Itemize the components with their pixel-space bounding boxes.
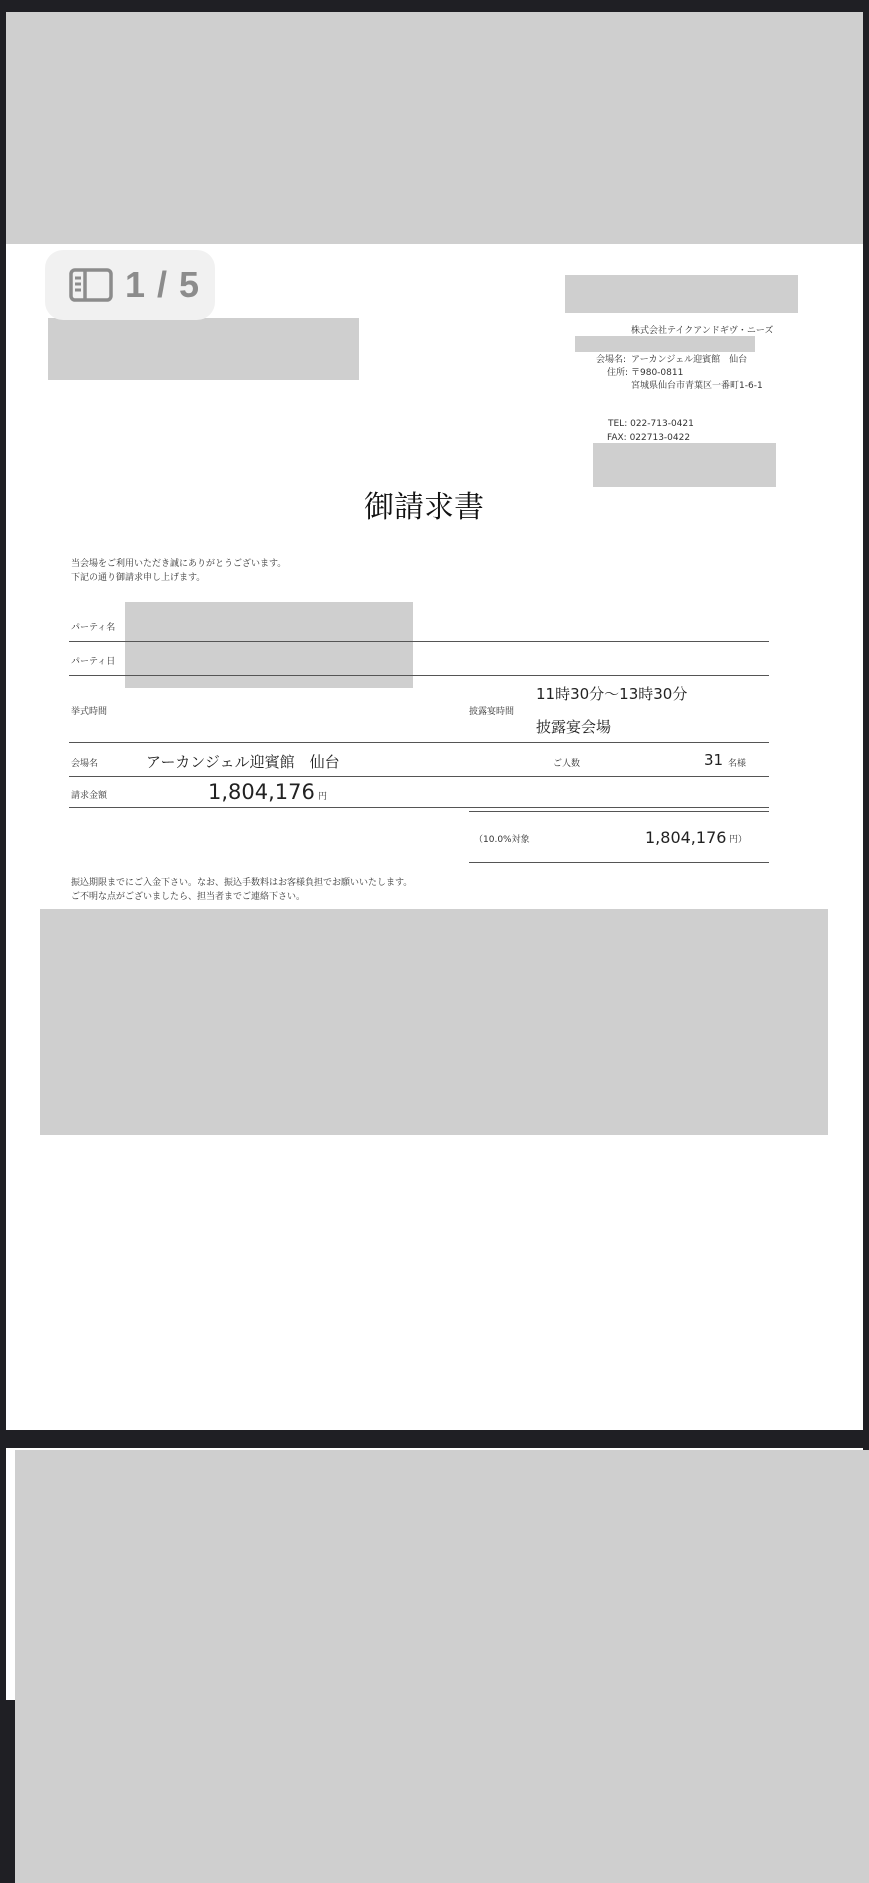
issuer-company: 株式会社テイクアンドギヴ・ニーズ bbox=[631, 326, 774, 336]
greeting-line-2: 下記の通り御請求申し上げます。 bbox=[71, 573, 206, 583]
venue-name: アーカンジェル迎賓館 仙台 bbox=[146, 753, 340, 771]
issuer-venue-label: 会場名: bbox=[596, 355, 627, 365]
rule bbox=[69, 641, 769, 642]
redacted-top-banner bbox=[6, 12, 863, 244]
issuer-address: 宮城県仙台市青葉区一番町1-6-1 bbox=[631, 381, 763, 391]
redacted-recipient bbox=[48, 318, 359, 380]
venue-label: 会場名 bbox=[71, 759, 99, 769]
redacted-next-page bbox=[15, 1450, 869, 1883]
page-indicator-text: 1 / 5 bbox=[125, 264, 201, 305]
reception-place: 披露宴会場 bbox=[536, 718, 612, 736]
amount-label: 請求金額 bbox=[71, 791, 108, 801]
reception-time: 11時30分～13時30分 bbox=[536, 685, 688, 703]
rule bbox=[69, 776, 769, 777]
tax-unit: 円） bbox=[729, 835, 748, 845]
issuer-venue: アーカンジェル迎賓館 仙台 bbox=[631, 355, 748, 365]
document-title: 御請求書 bbox=[364, 490, 484, 525]
guests-label: ご人数 bbox=[553, 759, 581, 769]
party-name-label: パーティ名 bbox=[71, 623, 116, 633]
note-line-2: ご不明な点がございましたら、担当者までご連絡下さい。 bbox=[71, 892, 306, 902]
reception-time-label: 披露宴時間 bbox=[469, 707, 515, 717]
ceremony-time-label: 挙式時間 bbox=[71, 707, 108, 717]
sidebar-icon bbox=[69, 268, 113, 302]
rule bbox=[69, 807, 769, 808]
issuer-tel: TEL: 022-713-0421 bbox=[608, 419, 694, 429]
tax-label: （10.0%対象 bbox=[474, 835, 530, 845]
issuer-postal: 〒980-0811 bbox=[631, 368, 684, 378]
amount-unit: 円 bbox=[318, 792, 328, 802]
guests-unit: 名様 bbox=[728, 759, 747, 769]
issuer-address-label: 住所: bbox=[607, 368, 629, 378]
redacted-stamp bbox=[593, 443, 776, 487]
greeting-line-1: 当会場をご利用いただき誠にありがとうございます。 bbox=[71, 559, 287, 569]
rule bbox=[69, 742, 769, 743]
issuer-fax: FAX: 022713-0422 bbox=[607, 433, 691, 443]
rule bbox=[69, 675, 769, 676]
guests-count: 31 bbox=[704, 751, 724, 769]
amount-value: 1,804,176 bbox=[208, 780, 315, 804]
tax-amount: 1,804,176 bbox=[645, 828, 727, 847]
redacted-issuer-top bbox=[565, 275, 798, 313]
redacted-bank-details bbox=[40, 909, 828, 1135]
party-date-label: パーティ日 bbox=[71, 657, 116, 667]
redacted-issuer-line bbox=[575, 336, 755, 352]
page-indicator[interactable] bbox=[45, 250, 215, 320]
rule bbox=[469, 862, 769, 863]
invoice-page bbox=[6, 230, 863, 1430]
note-line-1: 振込期限までにご入金下さい。なお、振込手数料はお客様負担でお願いいたします。 bbox=[71, 878, 413, 888]
rule bbox=[469, 811, 769, 812]
